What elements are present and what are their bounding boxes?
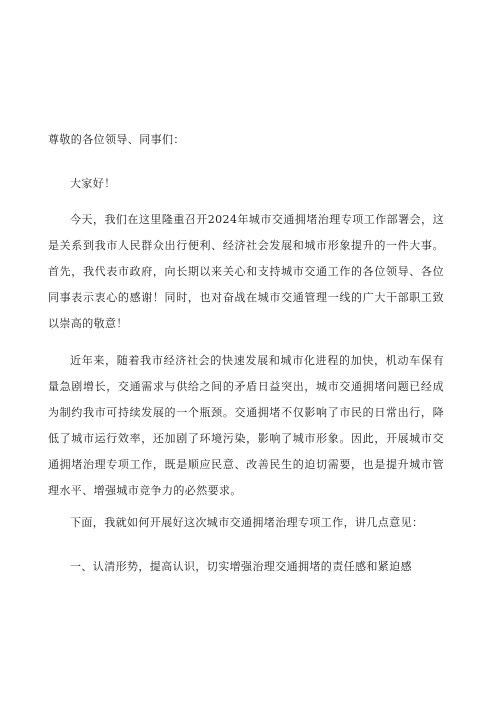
- paragraph-background: 近年来，随着我市经济社会的快速发展和城市化进程的加快，机动车保有量急剧增长，交通需求与供给之间的矛盾日益突出，城市交通拥堵问题已经成为制约我市可持续发展的一个瓶颈。交通拥堵不仅影响了市民的日常出行，降低了城市运行效率，还加剧了环境污染，影响了城市形象。因此，开展城市交通拥堵治理专项工作，既是顺应民意、改善民生的迫切需要，也是提升城市管理水平、增强城市竞争力的必然要求。: [48, 354, 444, 497]
- paragraph-opening: 今天，我们在这里隆重召开2024年城市交通拥堵治理专项工作部署会，这是关系到我市人民群众出行便利、经济社会发展和城市形象提升的一件大事。首先，我代表市政府，向长期以来关心和支持城市交通工作的各位领导、各位同事表示衷心的感谢！同时，也对奋战在城市交通管理一线的广大干部职工致以崇高的敬意！: [48, 213, 444, 330]
- salutation: 尊敬的各位领导、同事们：: [48, 133, 185, 146]
- paragraph-transition: 下面，我就如何开展好这次城市交通拥堵治理专项工作，讲几点意见：: [70, 516, 424, 529]
- greeting: 大家好！: [70, 177, 116, 190]
- section-heading: 一、认清形势，提高认识，切实增强治理交通拥堵的责任感和紧迫感: [70, 560, 412, 573]
